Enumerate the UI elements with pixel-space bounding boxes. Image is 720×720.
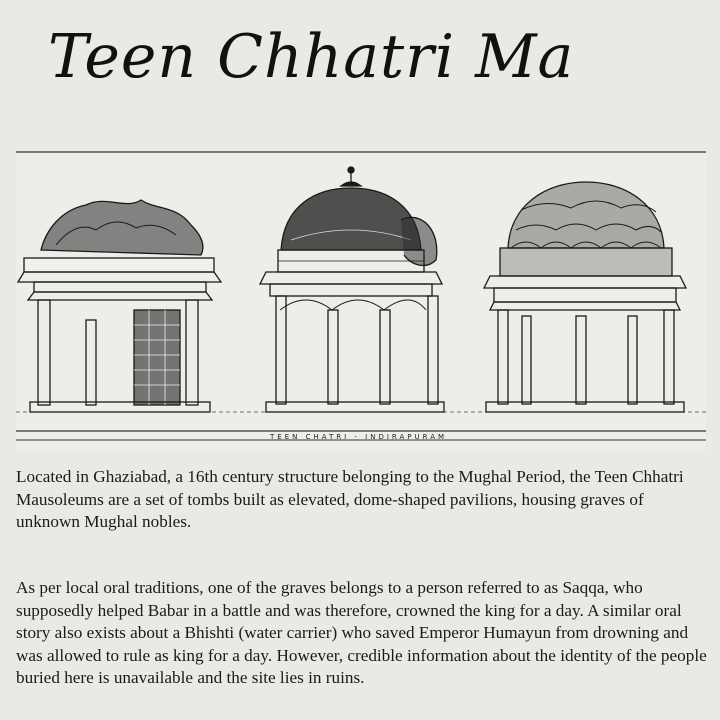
paragraph-intro: Located in Ghaziabad, a 16th century structure belonging to the Mughal Period, the Teen Chhatri Mausoleums are a set of tombs built as elevated, dome-shaped pavilions, housing graves of unknown Mughal nobles. — [16, 467, 684, 531]
left-pavilion — [18, 200, 221, 412]
right-pavilion — [484, 182, 686, 412]
paragraph-oral-traditions: As per local oral traditions, one of the graves belongs to a person referred to as Saqqa, who supposedly helped Babar in a battle and was therefore, crowned the king for a day. A similar oral story also exists about a Bhishti (water carrier) who saved Emperor Humayun from drowning and was allowed to rule as king for a day. However, credible information about the identity of the people buried here is unavailable and the site lies in ruins. — [16, 578, 707, 687]
page-title: Teen Chhatri Ma — [48, 22, 575, 92]
teen-chhatri-sketch — [16, 150, 706, 450]
drawing-caption: TEEN CHATRI - INDIRAPURAM — [270, 433, 448, 441]
middle-pavilion — [260, 167, 444, 412]
